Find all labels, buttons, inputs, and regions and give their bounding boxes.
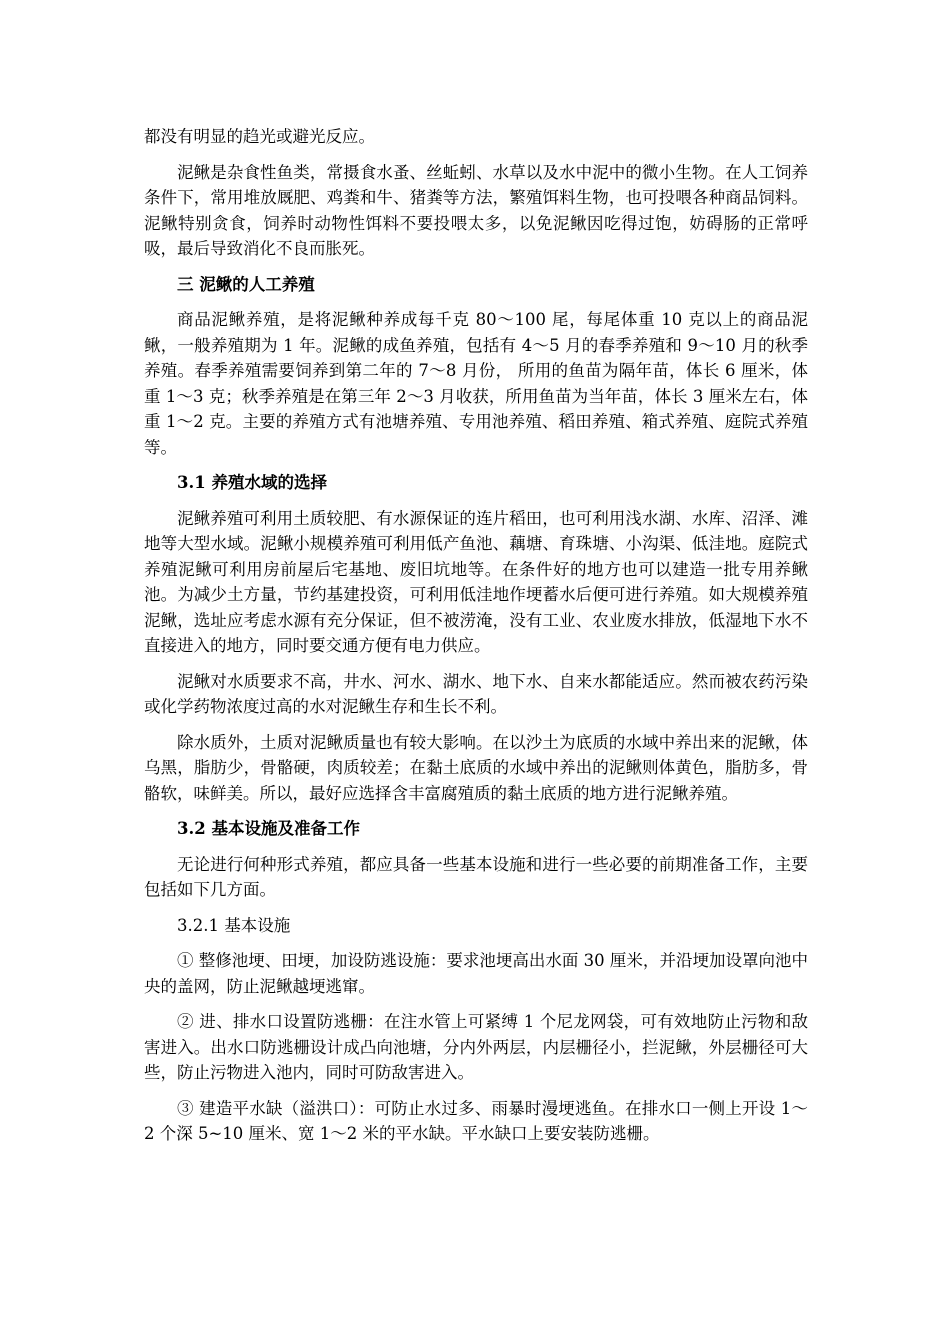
list-item-1-pond-banks: ① 整修池埂、田埂，加设防逃设施：要求池埂高出水面 30 厘米，并沿埂加设罩向池中央的盖网，防止泥鳅越埂逃窜。 bbox=[144, 951, 808, 996]
paragraph-preparation: 无论进行何种形式养殖，都应具备一些基本设施和进行一些必要的前期准备工作，主要包括如下几方面。 bbox=[144, 854, 808, 899]
paragraph-feeding-habits: 泥鳅是杂食性鱼类，常摄食水蚤、丝蚯蚓、水草以及水中泥中的微小生物。在人工饲养条件下，常用堆放厩肥、鸡粪和牛、猪粪等方法，繁殖饵料生物，也可投喂各种商品饲料。泥鳅特别贪食，饲养时动物性饵料不要投喂太多，以免泥鳅因吃得过饱，妨碍肠的正常呼吸，最后导致消化不良而胀死。 bbox=[144, 162, 808, 258]
section-heading-artificial-breeding: 三 泥鳅的人工养殖 bbox=[177, 274, 315, 294]
subsection-heading-3-2-1: 3.2.1 基本设施 bbox=[177, 915, 291, 935]
list-item-2-inlet-outlet: ② 进、排水口设置防逃栅：在注水管上可紧缚 1 个尼龙网袋，可有效地防止污物和敌害进入。出水口防逃栅设计成凸向池塘，分内外两层，内层栅径小，拦泥鳅，外层栅径可大些，防止污物进入池内，同时可防敌害进入。 bbox=[144, 1012, 808, 1082]
section-heading-3-1: 3.1 养殖水域的选择 bbox=[177, 473, 327, 492]
paragraph-soil-quality: 除水质外，土质对泥鳅质量也有较大影响。在以沙土为底质的水域中养出来的泥鳅，体乌黑，脂肪少，骨骼硬，肉质较差；在黏土底质的水域中养出的泥鳅则体黄色，脂肪多，骨骼软，味鲜美。所以，最好应选择含丰富腐殖质的黏土底质的地方进行泥鳅养殖。 bbox=[144, 732, 808, 803]
paragraph-commercial-breeding: 商品泥鳅养殖，是将泥鳅种养成每千克 80～100 尾，每尾体重 10 克以上的商品泥鳅，一般养殖期为 1 年。泥鳅的成鱼养殖，包括有 4～5 月的春季养殖和 9～10 月的秋季养殖。春季养殖需要饲养到第二年的 7～8 月份， 所用的鱼苗为隔年苗，体长 6 厘米，体重 1～3 克；秋季养殖是在第三年 2～3 月收获，所用鱼苗为当年苗，体长 3 厘米左右，体重 1～2 克。主要的养殖方式有池塘养殖、专用池养殖、稻田养殖、箱式养殖、庭院式养殖等。 bbox=[144, 310, 808, 457]
paragraph-water-quality: 泥鳅对水质要求不高，井水、河水、湖水、地下水、自来水都能适应。然而被农药污染或化学药物浓度过高的水对泥鳅生存和生长不利。 bbox=[144, 671, 808, 716]
section-heading-3-2: 3.2 基本设施及准备工作 bbox=[177, 819, 360, 838]
paragraph-phototaxis-end: 都没有明显的趋光或避光反应。 bbox=[144, 127, 375, 146]
list-item-3-spillway: ③ 建造平水缺（溢洪口）：可防止水过多、雨暴时漫埂逃鱼。在排水口一侧上开设 1～2 个深 5~10 厘米、宽 1～2 米的平水缺。平水缺口上要安装防逃栅。 bbox=[144, 1098, 808, 1143]
document-page bbox=[144, 124, 808, 1157]
paragraph-water-area: 泥鳅养殖可利用土质较肥、有水源保证的连片稻田，也可利用浅水湖、水库、沼泽、滩地等大型水域。泥鳅小规模养殖可利用低产鱼池、藕塘、育珠塘、小沟渠、低洼地。庭院式养殖泥鳅可利用房前屋后宅基地、废旧坑地等。在条件好的地方也可以建造一批专用养鳅池。为减少土方量，节约基建投资，可利用低洼地作埂蓄水后便可进行养殖。如大规模养殖泥鳅，选址应考虑水源有充分保证，但不被涝淹，没有工业、农业废水排放，低湿地下水不直接进入的地方，同时要交通方便有电力供应。 bbox=[144, 508, 808, 655]
